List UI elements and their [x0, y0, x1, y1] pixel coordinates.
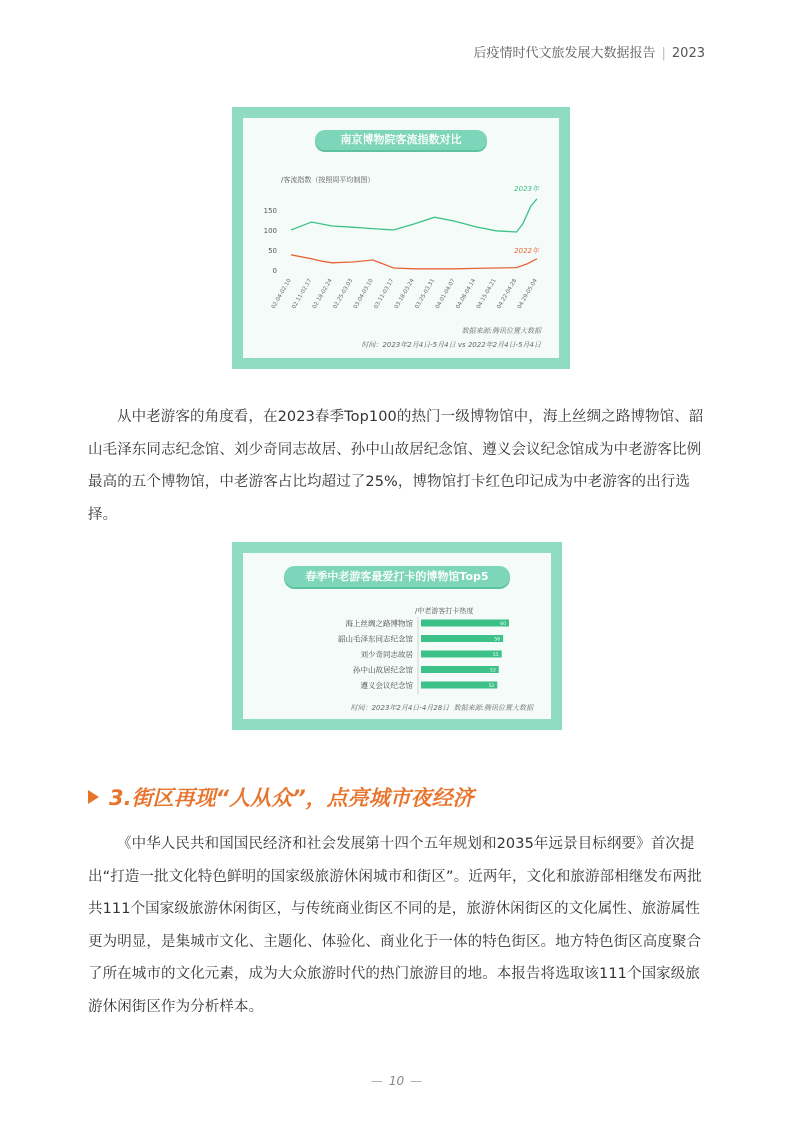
header-separator: |: [661, 46, 666, 61]
section-heading-text: 3.街区再现“人从众”，点亮城市夜经济: [109, 786, 474, 810]
x-tick-label: 02.11-02.17: [291, 278, 314, 310]
series-line-0: [291, 199, 537, 232]
axis-label: /中老游客打卡热度: [415, 607, 474, 615]
x-tick-label: 02.04-02.10: [270, 278, 293, 310]
x-tick-label: 02.18-02.24: [311, 278, 334, 310]
figure-1-title: 南京博物院客流指数对比: [315, 130, 487, 150]
x-tick-label: 04.15-04.21: [475, 278, 498, 310]
y-tick-label: 50: [268, 247, 277, 255]
bar: [421, 620, 509, 627]
bar-category-label: 海上丝绸之路博物馆: [345, 619, 413, 628]
x-tick-label: 04.08-04.14: [455, 278, 478, 310]
page-header: [474, 42, 706, 61]
figure-1: [232, 107, 570, 369]
x-tick-label: 03.18-03.24: [393, 278, 416, 310]
figure-2: [232, 542, 562, 730]
figure-2-footer: [351, 703, 533, 713]
figure-2-source: 数据来源:腾讯位置大数据: [453, 704, 533, 712]
figure-1-period: 时间：2023年2月4日-5月4日 vs 2022年2月4日-5月4日: [361, 341, 541, 349]
page-number-value: 10: [388, 1074, 405, 1088]
page-number-dash-left: —: [370, 1074, 383, 1088]
bar-value-label: 53: [489, 668, 496, 674]
x-tick-label: 03.04-03.10: [352, 278, 375, 310]
triangle-bullet-icon: [88, 790, 99, 804]
y-axis-label: /客流指数（按照周平均制图）: [281, 176, 375, 184]
paragraph-2: 《中华人民共和国国民经济和社会发展第十四个五年规划和2035年远景目标纲要》首次提出“打造一批文化特色鲜明的国家级旅游休闲城市和街区”。近两年，文化和旅游部相继发布两批共111个国家级旅游休闲街区，与传统商业街区不同的是，旅游休闲街区的文化属性、旅游属性更为明显，是集城市文化、主题化、体验化、商业化于一体的特色街区。地方特色街区高度聚合了所在城市的文化元素，成为大众旅游时代的热门旅游目的地。本报告将选取该111个国家级旅游休闲街区作为分析样本。: [88, 836, 702, 1015]
paragraph-1: 从中老游客的角度看，在2023春季Top100的热门一级博物馆中，海上丝绸之路博物馆、韶山毛泽东同志纪念馆、刘少奇同志故居、孙中山故居纪念馆、遵义会议纪念馆成为中老游客比例最高的五个博物馆，中老游客占比均超过了25%，博物馆打卡红色印记成为中老游客的出行选择。: [88, 409, 704, 523]
bar-category-label: 韶山毛泽东同志纪念馆: [338, 634, 413, 644]
bar-category-label: 遵义会议纪念馆: [360, 681, 413, 690]
page-number-dash-right: —: [410, 1074, 423, 1088]
x-tick-label: 02.25-03.03: [332, 278, 355, 310]
bar-value-label: 60: [500, 622, 506, 627]
bar: [421, 682, 497, 689]
bar: [421, 635, 503, 642]
series-line-1: [291, 255, 537, 269]
figure-2-title: 春季中老游客最爱打卡的博物馆Top5: [284, 566, 510, 587]
figure-2-inner: [242, 552, 552, 720]
series-label-1: 2022年: [514, 246, 539, 255]
y-tick-label: 0: [272, 267, 277, 275]
figure-1-inner: [242, 117, 560, 359]
x-tick-label: 04.29-05.04: [516, 278, 539, 310]
bar-value-label: 52: [488, 684, 495, 689]
report-year: 2023: [671, 46, 705, 61]
bar-value-label: 56: [494, 637, 501, 643]
bar-category-label: 孙中山故居纪念馆: [353, 665, 413, 675]
x-tick-label: 04.22-04.28: [496, 278, 519, 310]
series-label-0: 2023年: [514, 184, 539, 193]
line-chart: [243, 118, 559, 358]
bar: [421, 666, 499, 673]
bar-chart: [243, 553, 551, 719]
figure-1-source: 数据来源:腾讯位置大数据: [461, 327, 541, 335]
bar-category-label: 刘少奇同志故居: [360, 650, 413, 659]
report-title: 后疫情时代文旅发展大数据报告: [473, 46, 656, 61]
section-heading: [88, 782, 474, 812]
bar: [421, 651, 502, 658]
x-tick-label: 04.01-04.07: [434, 278, 457, 310]
figure-2-period: 时间：2023年2月4日-4月28日: [350, 704, 450, 712]
x-tick-label: 03.11-03.17: [373, 278, 396, 310]
y-tick-label: 100: [263, 227, 277, 235]
page-number: [0, 1074, 793, 1088]
x-tick-label: 03.25-03.31: [414, 278, 437, 310]
y-tick-label: 150: [263, 207, 277, 215]
bar-value-label: 55: [492, 653, 499, 658]
